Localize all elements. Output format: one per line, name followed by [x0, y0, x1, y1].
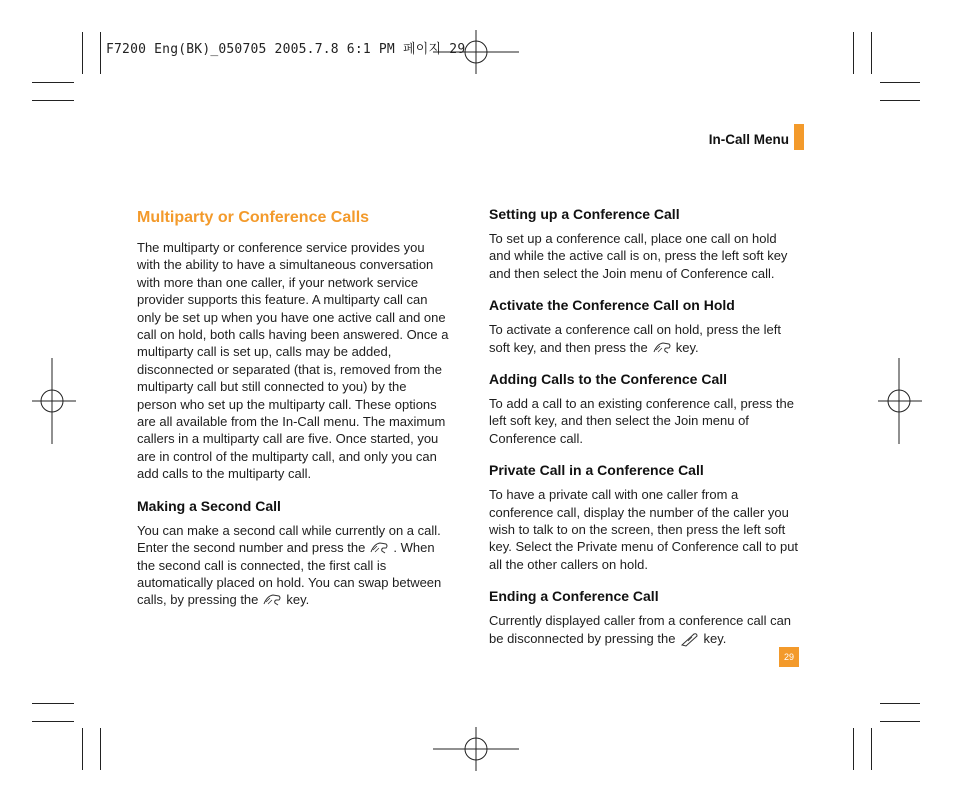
second-call-text-b: . When the second call is connected, the first call is automatically placed on hold. You can swap between calls, by pressing the [137, 540, 442, 608]
heading-ending: Ending a Conference Call [489, 588, 659, 605]
phone-send-icon [651, 340, 673, 356]
section-tab-marker [794, 124, 804, 150]
private-paragraph: To have a private call with one caller from a conference call, display the number of the caller you wish to talk to on the screen, then press the left soft key. Select the Private menu of Conference call to put all the other callers on hold. [489, 487, 799, 572]
phone-end-icon [678, 631, 700, 647]
heading-private: Private Call in a Conference Call [489, 462, 704, 479]
page-title: Multiparty or Conference Calls [137, 209, 370, 226]
ending-text-a: Currently displayed caller from a conference call can be disconnected by pressing the [489, 613, 792, 646]
registration-mark-left [32, 358, 76, 444]
heading-second-call: Making a Second Call [137, 497, 281, 514]
ending-text-b: key. [703, 630, 727, 646]
heading-activate: Activate the Conference Call on Hold [489, 297, 735, 314]
activate-text-a: To activate a conference call on hold, press the left soft key, and then press the [489, 322, 781, 355]
registration-mark-bottom [433, 727, 519, 771]
heading-adding: Adding Calls to the Conference Call [489, 371, 728, 388]
activate-text-b: key. [675, 339, 699, 355]
second-call-paragraph [137, 522, 449, 609]
registration-mark-right [878, 358, 922, 444]
second-call-text-c: key. [286, 592, 310, 608]
intro-paragraph: The multiparty or conference service provides you with the ability to have a simultaneous conversation with more than one caller, if your network service provider supports this feature. A multiparty call can only be set up when you have one active call and one call on hold, both calls having been answered. Once a multiparty call is set up, calls may be added, disconnected or separated (that is, removed from the multiparty call but still connected to you) by the person who set up the multiparty call. These options are all available from the In-Call menu. The maximum callers in a multiparty call are five. Once started, you are in control of the multiparty call, and only you can add calls to the multiparty call. [137, 240, 449, 482]
activate-paragraph [489, 321, 801, 356]
heading-setup: Setting up a Conference Call [489, 206, 680, 222]
ending-paragraph [489, 612, 801, 647]
setup-paragraph: To set up a conference call, place one call on hold and while the active call is on, press the left soft key and then select the Join menu of Conference call. [489, 231, 788, 281]
phone-send-icon [368, 540, 390, 556]
phone-send-icon [261, 592, 283, 608]
page-number: 29 [779, 647, 799, 667]
right-column [489, 205, 801, 661]
adding-paragraph: To add a call to an existing conference call, press the left soft key, and then select the Join menu of Conference call. [489, 396, 794, 446]
print-slug: F7200 Eng(BK)_050705 2005.7.8 6:1 PM 페이지 29 [106, 42, 466, 57]
section-label: In-Call Menu [708, 132, 789, 147]
second-call-text-a: You can make a second call while currently on a call. Enter the second number and press the [137, 522, 441, 556]
left-column [137, 207, 449, 623]
